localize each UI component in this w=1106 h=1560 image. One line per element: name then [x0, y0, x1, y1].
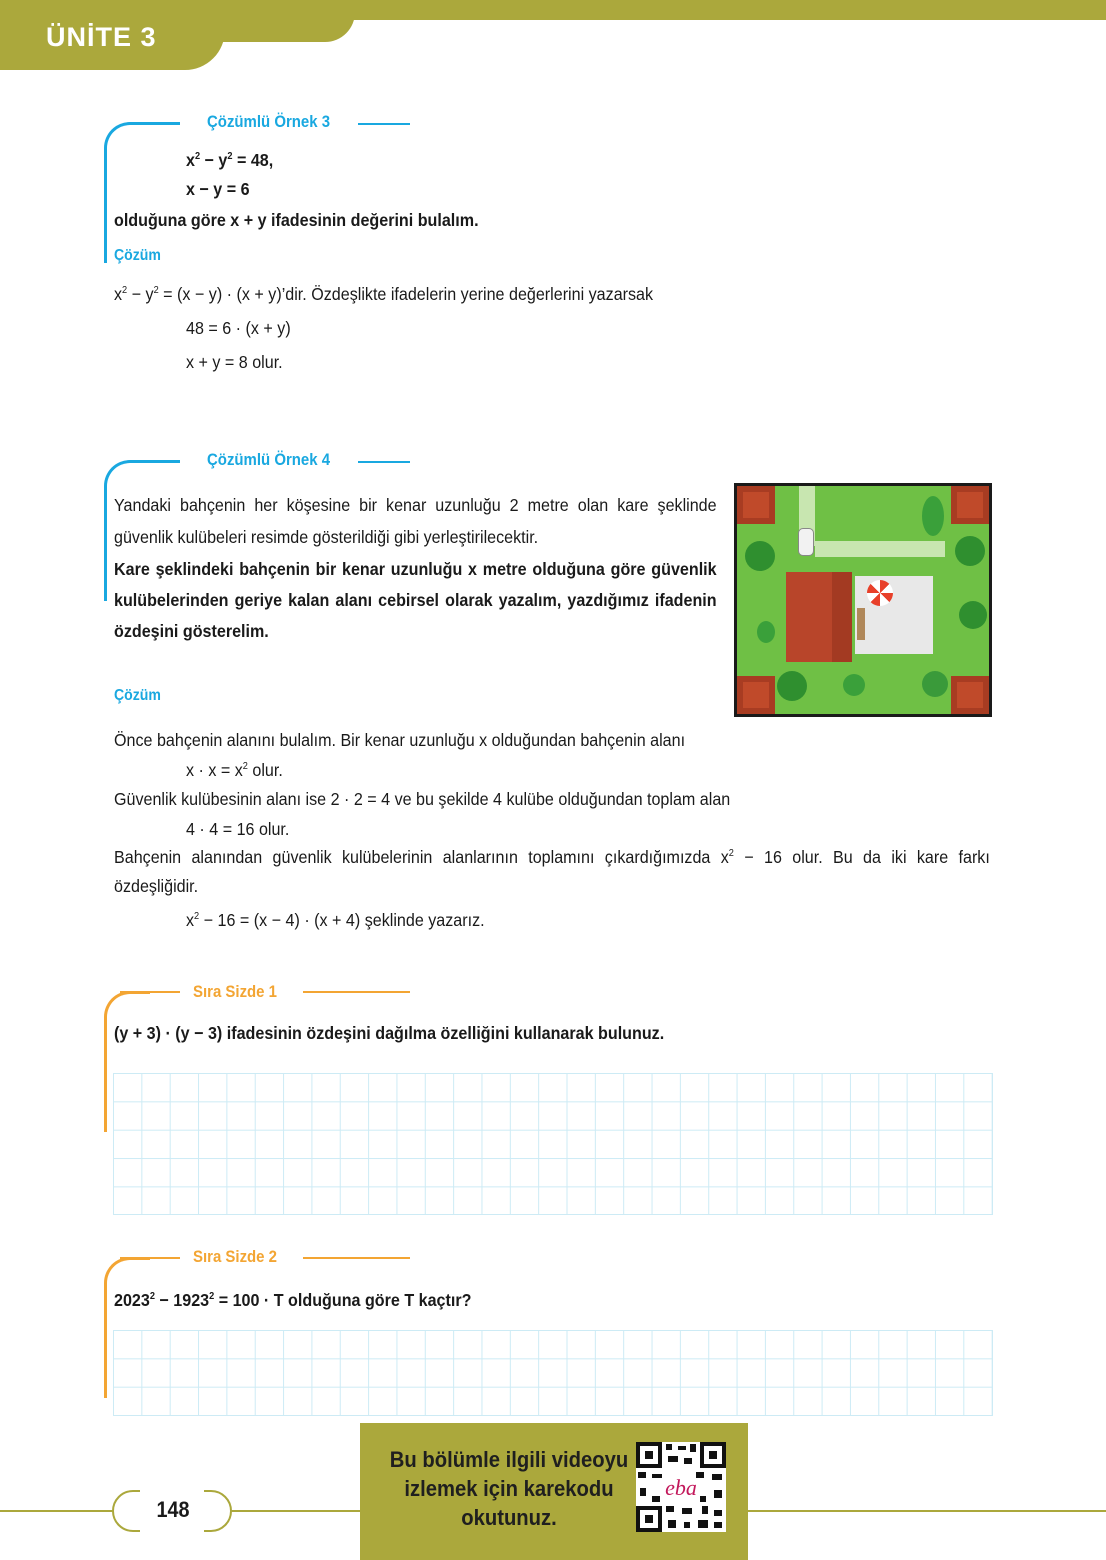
bracket-gap [180, 450, 200, 470]
patio-icon [855, 576, 933, 654]
tree-icon [922, 671, 948, 697]
example3-question: olduğuna göre x + y ifadesinin değerini bulalım. [114, 210, 479, 230]
bracket-gap [180, 112, 200, 132]
title-rule [303, 1257, 410, 1259]
exercise1-question: (y + 3) · (y − 3) ifadesinin özdeşini dağılma özelliğini kullanarak bulunuz. [114, 1023, 665, 1043]
example3-title: Çözümlü Örnek 3 [207, 112, 331, 131]
tree-icon [843, 674, 865, 696]
garden-illustration [734, 483, 992, 717]
exercise2-title: Sıra Sizde 2 [193, 1247, 277, 1266]
example3-solution-label: Çözüm [114, 247, 161, 264]
exercise2-question: $2023^2 - 1923^2 = 100 \cdot T$ olduğuna göre T kaçtır? [114, 1290, 472, 1310]
exercise1-title: Sıra Sizde 1 [193, 982, 277, 1001]
umbrella-icon [867, 580, 893, 606]
house-roof-icon [786, 572, 852, 662]
title-rule [120, 1257, 180, 1259]
tree-icon [959, 601, 987, 629]
tree-icon [757, 621, 775, 643]
security-hut-icon [737, 486, 775, 524]
example4-solution-5: Bahçenin alanından güvenlik kulübelerinin alanlarının toplamını çıkardığımızda $x^2 - 16$ olur. Bu da iki kare farkı özdeşliğidir. [114, 847, 990, 896]
pill-gap [140, 1528, 204, 1534]
bench-icon [857, 608, 865, 640]
page-number: 148 [156, 1497, 190, 1522]
example4-solution-2: $x \cdot x = x^2$ olur. [186, 760, 283, 780]
exercise2-answer-grid[interactable] [113, 1330, 993, 1416]
title-rule [120, 991, 180, 993]
example4-solution-3: Güvenlik kulübesinin alanı ise 2 · 2 = 4 ve bu şekilde 4 kulübe olduğundan toplam alan [114, 789, 731, 809]
qr-code-icon[interactable] [636, 1442, 726, 1532]
example4-solution-6: $x^2 - 16 = (x - 4) \cdot (x + 4)$ şeklinde yazarız. [186, 910, 485, 930]
pill-gap [140, 1488, 204, 1494]
example3-solution-3: x + y = 8 olur. [186, 352, 283, 372]
tree-icon [955, 536, 985, 566]
title-rule [303, 991, 410, 993]
security-hut-icon [951, 486, 989, 524]
example3-solution-1: $x^2 - y^2 = (x - y) \cdot (x$ + y)’dir. Özdeşlikte ifadelerin yerine değerlerini yazarsak [114, 284, 654, 304]
example4-question: Kare şeklindeki bahçenin bir kenar uzunluğu x metre olduğuna göre güvenlik kulübelerinden geriye kalan alanı cebirsel olarak yazalım, yazdığımız ifadenin özdeşini gösterelim. [114, 559, 717, 641]
car-icon [798, 528, 814, 556]
security-hut-icon [951, 676, 989, 714]
title-rule [358, 461, 410, 463]
example4-solution-4: 4 · 4 = 16 olur. [186, 819, 290, 839]
unit-title: ÜNİTE 3 [46, 22, 157, 52]
exercise1-answer-grid[interactable] [113, 1073, 993, 1215]
security-hut-icon [737, 676, 775, 714]
path-icon [815, 541, 945, 557]
example4-title: Çözümlü Örnek 4 [207, 450, 331, 469]
example4-intro: Yandaki bahçenin her köşesine bir kenar uzunluğu 2 metre olan kare şeklinde güvenlik kulübeleri resimde gösterildiği gibi yerleştirilecektir. [114, 495, 717, 547]
title-rule [358, 123, 410, 125]
example3-given-1: $x^2 - y^2 = 48$, [186, 150, 274, 170]
tree-icon [745, 541, 775, 571]
example3-given-2: x − y = 6 [186, 179, 250, 199]
example3-bracket [104, 122, 187, 263]
qr-instruction: Bu bölümle ilgili videoyu izlemek için karekodu okutunuz. [389, 1447, 629, 1530]
tree-icon [777, 671, 807, 701]
example4-solution-label: Çözüm [114, 687, 161, 704]
example4-solution-1: Önce bahçenin alanını bulalım. Bir kenar uzunluğu x olduğundan bahçenin alanı [114, 730, 686, 750]
eba-logo: eba [665, 1475, 697, 1500]
tree-icon [922, 496, 944, 536]
example3-solution-2: 48 = 6 · (x + y) [186, 318, 291, 338]
